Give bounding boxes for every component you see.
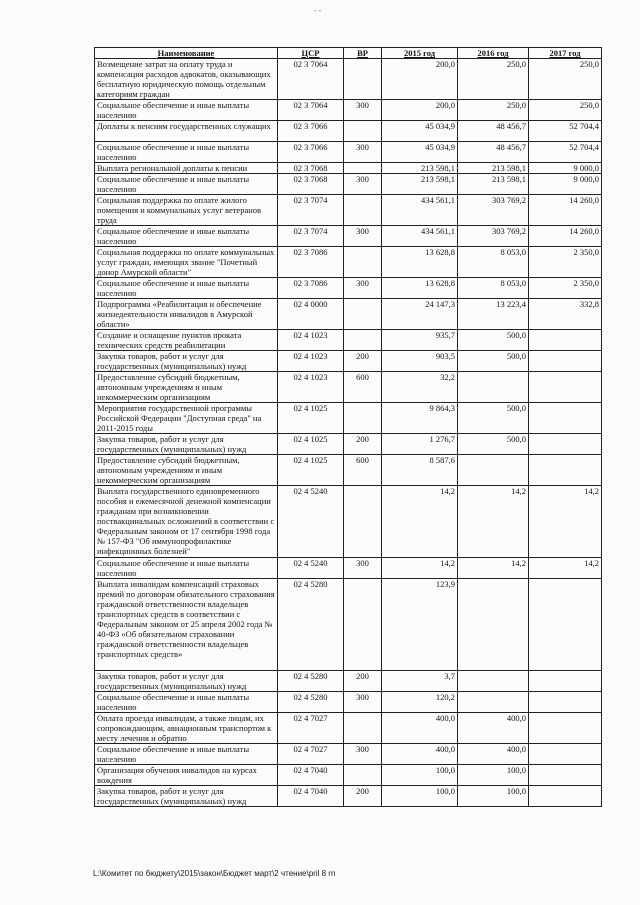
header-name: Наименование <box>95 48 278 59</box>
row-name: Выплата инвалидам компенсаций страховых премий по договорам обязательного страхования гражданской ответственности владельцев транспортных средств в соответствии с Федеральным законом от 25 апреля 2002 года № 40-ФЗ «Об обязательном страховании гражданской ответственности владельцев транспортных средств» <box>95 579 278 671</box>
row-value-2017 <box>529 351 602 372</box>
header-row <box>95 48 602 59</box>
row-name: Социальное обеспечение и иные выплаты населению <box>95 100 278 121</box>
row-name: Социальная поддержка по оплате коммунальных услуг граждан, имеющих звание "Почетный донор Амурской области" <box>95 247 278 278</box>
table-row <box>95 142 602 163</box>
row-value-2015: 213 598,1 <box>382 174 458 195</box>
row-value-2016: 500,0 <box>458 434 529 455</box>
row-name: Возмещение затрат на оплату труда и компенсация расходов адвокатов, оказывающих бесплатную юридическую помощь отдельным категориям граждан <box>95 59 278 100</box>
row-csr: 02 4 5280 <box>278 579 344 671</box>
row-value-2015: 120,2 <box>382 692 458 713</box>
table-row <box>95 299 602 330</box>
row-value-2015: 200,0 <box>382 59 458 100</box>
header-2016: 2016 год <box>458 48 529 59</box>
table-row <box>95 786 602 807</box>
row-name: Социальное обеспечение и иные выплаты населению <box>95 278 278 299</box>
row-value-2017: 14 260,0 <box>529 195 602 226</box>
header-2015: 2015 год <box>382 48 458 59</box>
row-value-2017 <box>529 455 602 486</box>
row-value-2016 <box>458 372 529 403</box>
row-value-2015: 400,0 <box>382 744 458 765</box>
row-name: Закупка товаров, работ и услуг для государственных (муниципальных) нужд <box>95 351 278 372</box>
row-value-2016 <box>458 692 529 713</box>
row-vr <box>344 59 382 100</box>
row-value-2015: 213 598,1 <box>382 163 458 174</box>
row-value-2015: 434 561,1 <box>382 226 458 247</box>
row-csr: 02 4 5240 <box>278 558 344 579</box>
row-csr: 02 3 7066 <box>278 121 344 142</box>
row-value-2017: 332,8 <box>529 299 602 330</box>
row-vr <box>344 299 382 330</box>
table-row <box>95 455 602 486</box>
table-row <box>95 744 602 765</box>
row-value-2015: 903,5 <box>382 351 458 372</box>
row-name: Мероприятия государственной программы Российской Федерации "Доступная среда" на 2011-2015 годы <box>95 403 278 434</box>
row-csr: 02 4 1023 <box>278 372 344 403</box>
row-vr: 300 <box>344 142 382 163</box>
table-header <box>95 48 602 59</box>
row-vr: 200 <box>344 671 382 692</box>
row-value-2017: 9 000,0 <box>529 174 602 195</box>
row-csr: 02 3 7068 <box>278 163 344 174</box>
table-row <box>95 372 602 403</box>
header-vr: ВР <box>344 48 382 59</box>
table-row <box>95 434 602 455</box>
row-name: Предоставление субсидий бюджетным, автономным учреждениям и иным некоммерческим организациям <box>95 372 278 403</box>
row-value-2016: 303 769,2 <box>458 195 529 226</box>
row-csr: 02 4 1023 <box>278 330 344 351</box>
row-value-2017: 2 350,0 <box>529 247 602 278</box>
row-vr <box>344 486 382 558</box>
row-value-2017 <box>529 765 602 786</box>
row-value-2017 <box>529 713 602 744</box>
row-value-2015: 45 034,9 <box>382 142 458 163</box>
row-value-2016: 250,0 <box>458 100 529 121</box>
row-value-2016: 8 053,0 <box>458 247 529 278</box>
row-value-2015: 9 864,3 <box>382 403 458 434</box>
row-name: Социальное обеспечение и иные выплаты населению <box>95 174 278 195</box>
row-value-2016: 400,0 <box>458 713 529 744</box>
table-row <box>95 195 602 226</box>
row-value-2015: 100,0 <box>382 786 458 807</box>
row-value-2016 <box>458 579 529 671</box>
row-vr: 600 <box>344 455 382 486</box>
row-value-2016: 14,2 <box>458 558 529 579</box>
table-row <box>95 403 602 434</box>
row-value-2016: 8 053,0 <box>458 278 529 299</box>
row-value-2016: 213 598,1 <box>458 174 529 195</box>
table-row <box>95 351 602 372</box>
row-csr: 02 4 1025 <box>278 434 344 455</box>
row-vr <box>344 713 382 744</box>
row-csr: 02 4 1025 <box>278 455 344 486</box>
row-csr: 02 4 5240 <box>278 486 344 558</box>
row-value-2016: 400,0 <box>458 744 529 765</box>
table-row <box>95 486 602 558</box>
row-value-2015: 935,7 <box>382 330 458 351</box>
row-name: Закупка товаров, работ и услуг для государственных (муниципальных) нужд <box>95 671 278 692</box>
row-vr <box>344 330 382 351</box>
row-vr: 200 <box>344 786 382 807</box>
table-body <box>95 59 602 807</box>
row-value-2016: 48 456,7 <box>458 142 529 163</box>
row-vr: 200 <box>344 351 382 372</box>
header-csr: ЦСР <box>278 48 344 59</box>
row-name: Социальное обеспечение и иные выплаты населению <box>95 558 278 579</box>
row-csr: 02 4 7027 <box>278 744 344 765</box>
row-name: Подпрограмма «Реабилитация и обеспечение жизнедеятельности инвалидов в Амурской области» <box>95 299 278 330</box>
row-value-2015: 45 034,9 <box>382 121 458 142</box>
row-vr: 300 <box>344 226 382 247</box>
row-csr: 02 4 1025 <box>278 403 344 434</box>
table-row <box>95 692 602 713</box>
row-value-2015: 8 587,6 <box>382 455 458 486</box>
row-value-2016: 250,0 <box>458 59 529 100</box>
row-vr <box>344 121 382 142</box>
row-vr: 300 <box>344 100 382 121</box>
row-vr: 300 <box>344 174 382 195</box>
row-name: Организация обучения инвалидов на курсах вождения <box>95 765 278 786</box>
row-value-2017: 52 704,4 <box>529 142 602 163</box>
row-csr: 02 3 7086 <box>278 247 344 278</box>
table-row <box>95 330 602 351</box>
row-vr: 300 <box>344 558 382 579</box>
row-vr <box>344 765 382 786</box>
row-name: Закупка товаров, работ и услуг для государственных (муниципальных) нужд <box>95 786 278 807</box>
table-row <box>95 59 602 100</box>
row-value-2017 <box>529 671 602 692</box>
row-value-2017 <box>529 786 602 807</box>
row-value-2016: 500,0 <box>458 403 529 434</box>
row-csr: 02 4 5280 <box>278 671 344 692</box>
table-row <box>95 100 602 121</box>
row-csr: 02 3 7064 <box>278 100 344 121</box>
row-value-2017 <box>529 434 602 455</box>
row-csr: 02 3 7074 <box>278 195 344 226</box>
row-name: Закупка товаров, работ и услуг для государственных (муниципальных) нужд <box>95 434 278 455</box>
row-name: Доплаты к пенсиям государственных служащих <box>95 121 278 142</box>
row-csr: 02 4 7040 <box>278 765 344 786</box>
row-value-2016: 100,0 <box>458 765 529 786</box>
row-value-2017 <box>529 692 602 713</box>
row-value-2017 <box>529 744 602 765</box>
row-value-2016 <box>458 671 529 692</box>
row-vr <box>344 195 382 226</box>
table-row <box>95 713 602 744</box>
row-name: Социальное обеспечение и иные выплаты населению <box>95 744 278 765</box>
row-value-2015: 24 147,3 <box>382 299 458 330</box>
row-value-2017: 14,2 <box>529 486 602 558</box>
row-value-2017 <box>529 579 602 671</box>
row-value-2017: 52 704,4 <box>529 121 602 142</box>
row-vr: 300 <box>344 278 382 299</box>
table-row <box>95 671 602 692</box>
row-name: Социальное обеспечение и иные выплаты населению <box>95 692 278 713</box>
row-value-2016: 500,0 <box>458 351 529 372</box>
row-csr: 02 4 0000 <box>278 299 344 330</box>
row-vr: 300 <box>344 744 382 765</box>
row-value-2015: 100,0 <box>382 765 458 786</box>
row-vr: 200 <box>344 434 382 455</box>
row-value-2017 <box>529 372 602 403</box>
row-csr: 02 3 7068 <box>278 174 344 195</box>
row-value-2016: 213 598,1 <box>458 163 529 174</box>
row-csr: 02 4 7040 <box>278 786 344 807</box>
table-row <box>95 579 602 671</box>
row-vr <box>344 163 382 174</box>
row-value-2017: 2 350,0 <box>529 278 602 299</box>
row-vr <box>344 247 382 278</box>
table-row <box>95 163 602 174</box>
row-value-2017: 14,2 <box>529 558 602 579</box>
row-name: Предоставление субсидий бюджетным, автономным учреждениям и иным некоммерческим организациям <box>95 455 278 486</box>
row-value-2015: 13 628,8 <box>382 247 458 278</box>
row-vr <box>344 403 382 434</box>
page-mark: - - <box>314 6 322 15</box>
row-value-2017: 250,0 <box>529 100 602 121</box>
row-value-2015: 434 561,1 <box>382 195 458 226</box>
row-value-2015: 14,2 <box>382 486 458 558</box>
row-value-2016: 500,0 <box>458 330 529 351</box>
table-row <box>95 765 602 786</box>
row-value-2016: 100,0 <box>458 786 529 807</box>
row-value-2016: 13 223,4 <box>458 299 529 330</box>
file-path-footer: L:\Комитет по бюджету\2015\закон\Бюджет март\2 чтение\pril 8 rn <box>93 869 336 878</box>
row-value-2017 <box>529 403 602 434</box>
row-name: Оплата проезда инвалидам, а также лицам, их сопровождающим, авиационным транспортом к месту лечения и обратно <box>95 713 278 744</box>
row-name: Создание и оснащение пунктов проката технических средств реабилитации <box>95 330 278 351</box>
row-value-2017: 9 000,0 <box>529 163 602 174</box>
row-name: Социальная поддержка по оплате жилого помещения и коммунальных услуг ветеранов труда <box>95 195 278 226</box>
row-vr: 600 <box>344 372 382 403</box>
row-value-2015: 123,9 <box>382 579 458 671</box>
row-value-2015: 3,7 <box>382 671 458 692</box>
row-csr: 02 4 5280 <box>278 692 344 713</box>
row-csr: 02 3 7066 <box>278 142 344 163</box>
row-value-2015: 14,2 <box>382 558 458 579</box>
row-value-2015: 400,0 <box>382 713 458 744</box>
row-vr <box>344 579 382 671</box>
table-row <box>95 226 602 247</box>
row-value-2016: 303 769,2 <box>458 226 529 247</box>
row-value-2015: 1 276,7 <box>382 434 458 455</box>
row-value-2015: 200,0 <box>382 100 458 121</box>
row-value-2016: 48 456,7 <box>458 121 529 142</box>
header-2017: 2017 год <box>529 48 602 59</box>
row-value-2015: 32,2 <box>382 372 458 403</box>
row-value-2016 <box>458 455 529 486</box>
row-name: Выплата региональной доплаты к пенсии <box>95 163 278 174</box>
table-row <box>95 558 602 579</box>
row-csr: 02 3 7064 <box>278 59 344 100</box>
table-row <box>95 121 602 142</box>
row-csr: 02 4 7027 <box>278 713 344 744</box>
row-name: Социальное обеспечение и иные выплаты населению <box>95 226 278 247</box>
table-row <box>95 174 602 195</box>
row-name: Социальное обеспечение и иные выплаты населению <box>95 142 278 163</box>
budget-table <box>94 47 602 807</box>
row-value-2017: 250,0 <box>529 59 602 100</box>
table-row <box>95 278 602 299</box>
row-value-2017 <box>529 330 602 351</box>
table-row <box>95 247 602 278</box>
row-value-2015: 13 628,8 <box>382 278 458 299</box>
row-value-2017: 14 260,0 <box>529 226 602 247</box>
row-value-2016: 14,2 <box>458 486 529 558</box>
row-csr: 02 3 7074 <box>278 226 344 247</box>
row-csr: 02 3 7086 <box>278 278 344 299</box>
row-vr: 300 <box>344 692 382 713</box>
row-csr: 02 4 1023 <box>278 351 344 372</box>
row-name: Выплата государственного единовременного пособия и ежемесячной денежной компенсации гражданам при возникновении поствакцинальных осложнений в соответствии с Федеральным законом от 17 сентября 1998 года № 157-ФЗ "Об иммунопрофилактике инфекционных болезней" <box>95 486 278 558</box>
